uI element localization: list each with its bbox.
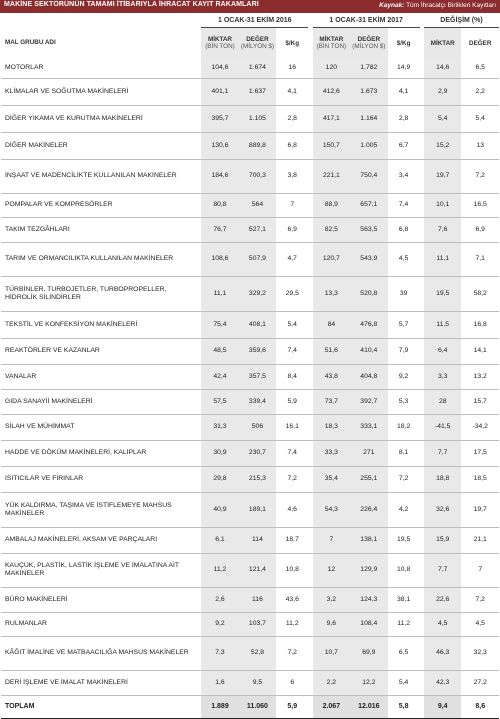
- cell-deger-2017: 410,4: [350, 338, 387, 364]
- cell-change-deger: 15,7: [461, 389, 499, 414]
- table-row: [1, 193, 499, 217]
- cell-miktar-2017: 13,3: [313, 276, 350, 311]
- cell-perkg-2016: 4,1: [276, 78, 308, 105]
- cell-miktar-2016: 184,6: [201, 159, 238, 193]
- row-label: VANALAR: [1, 364, 201, 389]
- cell-change-miktar: 32,6: [424, 492, 461, 527]
- cell-perkg-2017: 8,1: [388, 440, 420, 466]
- row-label: ISITICILAR VE FIRINLAR: [1, 466, 201, 492]
- cell-miktar-2017: 3,2: [313, 587, 350, 612]
- row-label: REAKTÖRLER VE KAZANLAR: [1, 338, 201, 364]
- cell-change-deger: 4,5: [461, 612, 499, 636]
- table-row: [1, 159, 499, 193]
- table-row: [1, 217, 499, 242]
- row-label: KÂĞIT İMALİNE VE MATBAACILIĞA MAHSUS MAKİNELER: [1, 636, 201, 670]
- cell-perkg-2017: 7,9: [388, 338, 420, 364]
- cell-change-deger: 13: [461, 132, 499, 159]
- cell-miktar-2017: 12: [313, 553, 350, 587]
- total-label: TOPLAM: [1, 695, 201, 718]
- cell-deger-2016: 357,5: [239, 364, 276, 389]
- source-note: [379, 2, 496, 9]
- cell-deger-2016: 114: [239, 527, 276, 553]
- cell-miktar-2016: 30,9: [201, 440, 238, 466]
- table-row: [1, 105, 499, 132]
- cell-change-miktar: 3,3: [424, 364, 461, 389]
- cell-change-miktar: 7,7: [424, 553, 461, 587]
- cell-perkg-2017: 18,2: [388, 414, 420, 440]
- cell-perkg-2016: 3,8: [276, 159, 308, 193]
- table-row: [1, 276, 499, 311]
- group-blank: [1, 14, 201, 28]
- cell-deger-2017: 271: [350, 440, 387, 466]
- cell-miktar-2016: 2,6: [201, 587, 238, 612]
- table-row: [1, 364, 499, 389]
- cell-miktar-2016: 76,7: [201, 217, 238, 242]
- cell-miktar-2016: 11,2: [201, 553, 238, 587]
- col-header-miktar-2017: [313, 28, 350, 59]
- total-deger-2017: 12.016: [350, 695, 387, 718]
- cell-deger-2017: 138,1: [350, 527, 387, 553]
- total-perkg-2017: 5,8: [388, 695, 420, 718]
- col-header-miktar-unit: (BİN TON): [316, 43, 347, 50]
- cell-miktar-2017: 43,8: [313, 364, 350, 389]
- col-header-change-deger: DEĞER: [469, 39, 492, 47]
- cell-miktar-2016: 11,1: [201, 276, 238, 311]
- total-change-deger: 8,6: [461, 695, 499, 718]
- cell-miktar-2016: 31,3: [201, 414, 238, 440]
- cell-miktar-2016: 57,5: [201, 389, 238, 414]
- cell-miktar-2016: 1,6: [201, 670, 238, 695]
- cell-miktar-2017: 33,3: [313, 440, 350, 466]
- cell-perkg-2016: 5,4: [276, 311, 308, 338]
- cell-miktar-2017: 18,3: [313, 414, 350, 440]
- cell-change-deger: 14,1: [461, 338, 499, 364]
- table-row: [1, 440, 499, 466]
- cell-perkg-2016: 43,6: [276, 587, 308, 612]
- row-label: TAKIM TEZGÂHLARI: [1, 217, 201, 242]
- cell-miktar-2016: 7,3: [201, 636, 238, 670]
- col-header-miktar-unit: (BİN TON): [205, 43, 235, 50]
- cell-deger-2016: 889,8: [239, 132, 276, 159]
- cell-perkg-2016: 10,8: [276, 553, 308, 587]
- row-label: MOTORLAR: [1, 58, 201, 78]
- cell-change-deger: 16,5: [461, 193, 499, 217]
- total-deger-2016: 11.060: [239, 695, 276, 718]
- cell-deger-2016: 189,1: [239, 492, 276, 527]
- cell-miktar-2017: 9,6: [313, 612, 350, 636]
- table-row: [1, 132, 499, 159]
- cell-change-deger: 6,9: [461, 217, 499, 242]
- table-row: [1, 414, 499, 440]
- cell-miktar-2017: 88,9: [313, 193, 350, 217]
- cell-deger-2017: 1.782: [350, 58, 387, 78]
- cell-change-miktar: 6,4: [424, 338, 461, 364]
- cell-perkg-2017: 2,8: [388, 105, 420, 132]
- row-label: KLİMALAR VE SOĞUTMA MAKİNELERİ: [1, 78, 201, 105]
- total-change-miktar: 9,4: [424, 695, 461, 718]
- row-label: DİĞER MAKİNELER: [1, 132, 201, 159]
- cell-miktar-2016: 29,8: [201, 466, 238, 492]
- row-label: DİĞER YIKAMA VE KURUTMA MAKİNELERİ: [1, 105, 201, 132]
- cell-deger-2017: 255,1: [350, 466, 387, 492]
- table-row: [1, 636, 499, 670]
- cell-change-miktar: 15,9: [424, 527, 461, 553]
- col-header-deger-2017: [350, 28, 387, 59]
- cell-perkg-2016: 5,9: [276, 389, 308, 414]
- cell-perkg-2017: 7,2: [388, 466, 420, 492]
- row-label: TÜRBİNLER, TURBOJETLER, TURBOPROPELLER, HİDROLİK SİLİNDİRLER: [1, 276, 201, 311]
- cell-perkg-2016: 18,7: [276, 527, 308, 553]
- cell-perkg-2017: 6,5: [388, 636, 420, 670]
- cell-perkg-2017: 4,5: [388, 242, 420, 276]
- cell-change-deger: 17,5: [461, 440, 499, 466]
- cell-perkg-2017: 6,7: [388, 132, 420, 159]
- table-row: [1, 58, 499, 78]
- table-row: [1, 78, 499, 105]
- cell-deger-2017: 129,9: [350, 553, 387, 587]
- cell-miktar-2017: 120: [313, 58, 350, 78]
- col-header-deger-label: DEĞER: [357, 36, 381, 43]
- col-header-name: MAL GRUBU ADI: [5, 39, 56, 47]
- table-title: MAKİNE SEKTÖRÜNÜN TAMAMI İTİBARIYLA İHRACAT KAYIT RAKAMLARI: [4, 1, 259, 8]
- cell-change-miktar: 11,1: [424, 242, 461, 276]
- cell-change-miktar: 7,6: [424, 217, 461, 242]
- cell-perkg-2017: 6,8: [388, 217, 420, 242]
- table-row: [1, 338, 499, 364]
- table-row: [1, 492, 499, 527]
- col-header-deger-unit: (MİLYON $): [240, 43, 274, 50]
- export-table: [1, 14, 499, 719]
- cell-miktar-2016: 108,6: [201, 242, 238, 276]
- cell-miktar-2017: 7: [313, 527, 350, 553]
- col-header-deger-label: DEĞER: [246, 36, 269, 43]
- total-row: [1, 695, 499, 718]
- cell-deger-2016: 121,4: [239, 553, 276, 587]
- col-header-perkg-2016: $/Kg: [285, 39, 300, 47]
- cell-change-deger: 7,2: [461, 159, 499, 193]
- col-header-miktar-2016: [201, 28, 238, 59]
- cell-change-deger: 27,2: [461, 670, 499, 695]
- cell-change-miktar: 19,7: [424, 159, 461, 193]
- cell-change-miktar: 5,4: [424, 105, 461, 132]
- cell-deger-2017: 520,8: [350, 276, 387, 311]
- cell-deger-2017: 750,4: [350, 159, 387, 193]
- row-label: AMBALAJ MAKİNELERİ, AKSAM VE PARÇALARI: [1, 527, 201, 553]
- cell-miktar-2017: 54,3: [313, 492, 350, 527]
- col-header-miktar-label: MİKTAR: [319, 36, 344, 43]
- cell-perkg-2017: 4,2: [388, 492, 420, 527]
- cell-deger-2017: 392,7: [350, 389, 387, 414]
- cell-miktar-2017: 120,7: [313, 242, 350, 276]
- cell-deger-2016: 9,5: [239, 670, 276, 695]
- cell-change-deger: 6,5: [461, 58, 499, 78]
- column-header-row: [1, 28, 499, 59]
- cell-perkg-2016: 7,4: [276, 338, 308, 364]
- group-2017: 1 OCAK-31 EKİM 2017: [313, 14, 420, 28]
- group-change: DEĞİŞİM (%): [424, 14, 499, 28]
- cell-miktar-2016: 75,4: [201, 311, 238, 338]
- cell-deger-2017: 124,3: [350, 587, 387, 612]
- cell-miktar-2016: 130,6: [201, 132, 238, 159]
- row-label: TEKSTİL VE KONFEKSİYON MAKİNELERİ: [1, 311, 201, 338]
- group-2016: 1 OCAK-31 EKİM 2016: [201, 14, 308, 28]
- cell-deger-2016: 215,3: [239, 466, 276, 492]
- cell-perkg-2017: 10,8: [388, 553, 420, 587]
- cell-perkg-2016: 6,9: [276, 217, 308, 242]
- col-header-miktar-label: MİKTAR: [207, 36, 232, 43]
- cell-change-miktar: 19,5: [424, 276, 461, 311]
- table-row: [1, 389, 499, 414]
- cell-perkg-2017: 4,1: [388, 78, 420, 105]
- cell-miktar-2017: 35,4: [313, 466, 350, 492]
- cell-perkg-2016: 4,6: [276, 492, 308, 527]
- col-header-deger-unit: (MİLYON $): [352, 43, 386, 50]
- table-row: [1, 242, 499, 276]
- cell-deger-2017: 1.673: [350, 78, 387, 105]
- cell-perkg-2016: 4,7: [276, 242, 308, 276]
- table-row: [1, 466, 499, 492]
- cell-perkg-2016: 16,1: [276, 414, 308, 440]
- cell-deger-2017: 226,4: [350, 492, 387, 527]
- cell-perkg-2017: 9,2: [388, 364, 420, 389]
- row-label: RULMANLAR: [1, 612, 201, 636]
- cell-perkg-2016: 7,2: [276, 636, 308, 670]
- table-row: [1, 612, 499, 636]
- cell-deger-2016: 564: [239, 193, 276, 217]
- cell-perkg-2017: 3,4: [388, 159, 420, 193]
- cell-deger-2016: 359,6: [239, 338, 276, 364]
- cell-perkg-2017: 14,9: [388, 58, 420, 78]
- cell-miktar-2016: 104,6: [201, 58, 238, 78]
- cell-miktar-2016: 80,8: [201, 193, 238, 217]
- cell-deger-2016: 329,2: [239, 276, 276, 311]
- cell-deger-2016: 408,1: [239, 311, 276, 338]
- column-group-row: [1, 14, 499, 28]
- cell-deger-2016: 1.637: [239, 78, 276, 105]
- cell-change-deger: 13,2: [461, 364, 499, 389]
- cell-miktar-2016: 48,5: [201, 338, 238, 364]
- cell-miktar-2016: 9,2: [201, 612, 238, 636]
- cell-perkg-2017: 5,4: [388, 670, 420, 695]
- cell-change-miktar: 10,1: [424, 193, 461, 217]
- cell-deger-2017: 12,2: [350, 670, 387, 695]
- total-perkg-2016: 5,9: [276, 695, 308, 718]
- row-label: GIDA SANAYİİ MAKİNELERİ: [1, 389, 201, 414]
- cell-miktar-2017: 150,7: [313, 132, 350, 159]
- col-header-change-miktar: MİKTAR: [424, 28, 461, 59]
- cell-miktar-2016: 6,1: [201, 527, 238, 553]
- cell-perkg-2016: 7,2: [276, 466, 308, 492]
- cell-perkg-2017: 5,7: [388, 311, 420, 338]
- cell-deger-2016: 103,7: [239, 612, 276, 636]
- cell-change-deger: 7,1: [461, 242, 499, 276]
- cell-deger-2016: 1.674: [239, 58, 276, 78]
- cell-deger-2017: 563,5: [350, 217, 387, 242]
- cell-perkg-2017: 19,5: [388, 527, 420, 553]
- cell-deger-2016: 52,8: [239, 636, 276, 670]
- cell-deger-2016: 527,1: [239, 217, 276, 242]
- cell-change-deger: 21,1: [461, 527, 499, 553]
- source-label: Kaynak:: [379, 2, 405, 9]
- table-row: [1, 670, 499, 695]
- cell-deger-2017: 543,9: [350, 242, 387, 276]
- cell-change-deger: 7: [461, 553, 499, 587]
- cell-perkg-2017: 38,1: [388, 587, 420, 612]
- cell-deger-2016: 116: [239, 587, 276, 612]
- cell-deger-2017: 404,8: [350, 364, 387, 389]
- cell-perkg-2016: 6,8: [276, 132, 308, 159]
- cell-perkg-2016: 11,2: [276, 612, 308, 636]
- cell-perkg-2016: 2,8: [276, 105, 308, 132]
- cell-change-deger: 32,3: [461, 636, 499, 670]
- cell-perkg-2016: 8,4: [276, 364, 308, 389]
- cell-change-deger: 2,2: [461, 78, 499, 105]
- row-label: YÜK KALDIRMA, TAŞIMA VE İSTİFLEMEYE MAHSUS MAKİNELER: [1, 492, 201, 527]
- table-row: [1, 587, 499, 612]
- cell-perkg-2017: 7,4: [388, 193, 420, 217]
- cell-deger-2017: 108,4: [350, 612, 387, 636]
- cell-change-miktar: 14,6: [424, 58, 461, 78]
- row-label: KAUÇUK, PLASTİK, LASTİK İŞLEME VE İMALATINA AİT MAKİNELER: [1, 553, 201, 587]
- cell-miktar-2017: 221,1: [313, 159, 350, 193]
- col-header-perkg-2017: $/Kg: [396, 39, 411, 47]
- cell-miktar-2016: 40,9: [201, 492, 238, 527]
- cell-miktar-2017: 10,7: [313, 636, 350, 670]
- cell-deger-2017: 333,1: [350, 414, 387, 440]
- cell-deger-2016: 1.105: [239, 105, 276, 132]
- cell-change-miktar: 46,3: [424, 636, 461, 670]
- row-label: TARIM VE ORMANCILIKTA KULLANILAN MAKİNELER: [1, 242, 201, 276]
- total-miktar-2016: 1.889: [201, 695, 238, 718]
- cell-deger-2017: 476,8: [350, 311, 387, 338]
- cell-perkg-2017: 5,3: [388, 389, 420, 414]
- source-text: Tüm İhracatçı Birlikleri Kayıtları: [406, 2, 496, 9]
- total-miktar-2017: 2.067: [313, 695, 350, 718]
- cell-perkg-2016: 29,5: [276, 276, 308, 311]
- cell-deger-2017: 1.164: [350, 105, 387, 132]
- cell-change-deger: 7,2: [461, 587, 499, 612]
- cell-deger-2016: 339,4: [239, 389, 276, 414]
- cell-deger-2017: 657,1: [350, 193, 387, 217]
- cell-change-miktar: 4,5: [424, 612, 461, 636]
- cell-miktar-2016: 395,7: [201, 105, 238, 132]
- cell-deger-2017: 1.005: [350, 132, 387, 159]
- table-row: [1, 553, 499, 587]
- cell-deger-2016: 507,9: [239, 242, 276, 276]
- cell-perkg-2016: 16: [276, 58, 308, 78]
- cell-deger-2017: 69,9: [350, 636, 387, 670]
- cell-perkg-2017: 39: [388, 276, 420, 311]
- cell-miktar-2017: 73,7: [313, 389, 350, 414]
- row-label: DERİ İŞLEME VE İMALAT MAKİNELERİ: [1, 670, 201, 695]
- cell-deger-2016: 700,3: [239, 159, 276, 193]
- cell-change-miktar: 42,3: [424, 670, 461, 695]
- cell-change-deger: 16,8: [461, 311, 499, 338]
- table-row: [1, 527, 499, 553]
- row-label: HADDE VE DÖKÜM MAKİNELERİ, KALIPLAR: [1, 440, 201, 466]
- cell-change-deger: 18,5: [461, 466, 499, 492]
- cell-miktar-2017: 412,6: [313, 78, 350, 105]
- cell-change-deger: 58,2: [461, 276, 499, 311]
- table-row: [1, 311, 499, 338]
- row-label: SİLAH VE MÜHİMMAT: [1, 414, 201, 440]
- cell-perkg-2016: 6: [276, 670, 308, 695]
- cell-change-miktar: 28: [424, 389, 461, 414]
- cell-change-deger: 5,4: [461, 105, 499, 132]
- cell-miktar-2017: 417,1: [313, 105, 350, 132]
- cell-change-miktar: 2,9: [424, 78, 461, 105]
- cell-deger-2016: 230,7: [239, 440, 276, 466]
- row-label: POMPALAR VE KOMPRESÖRLER: [1, 193, 201, 217]
- cell-miktar-2017: 51,6: [313, 338, 350, 364]
- cell-change-deger: 19,7: [461, 492, 499, 527]
- cell-change-miktar: -41,5: [424, 414, 461, 440]
- cell-perkg-2016: 7: [276, 193, 308, 217]
- col-header-deger-2016: [239, 28, 276, 59]
- cell-change-miktar: 7,7: [424, 440, 461, 466]
- row-label: BÜRO MAKİNELERİ: [1, 587, 201, 612]
- cell-perkg-2017: 11,2: [388, 612, 420, 636]
- cell-miktar-2017: 84: [313, 311, 350, 338]
- cell-change-miktar: 15,2: [424, 132, 461, 159]
- cell-change-miktar: 18,8: [424, 466, 461, 492]
- cell-change-miktar: 11,5: [424, 311, 461, 338]
- table-title-bar: [0, 0, 500, 13]
- cell-perkg-2016: 7,4: [276, 440, 308, 466]
- cell-miktar-2017: 82,5: [313, 217, 350, 242]
- cell-miktar-2016: 42,4: [201, 364, 238, 389]
- cell-miktar-2016: 401,1: [201, 78, 238, 105]
- cell-change-deger: -34,2: [461, 414, 499, 440]
- cell-change-miktar: 22,6: [424, 587, 461, 612]
- row-label: İNŞAAT VE MADENCİLİKTE KULLANILAN MAKİNELER: [1, 159, 201, 193]
- cell-deger-2016: 506: [239, 414, 276, 440]
- cell-miktar-2017: 2,2: [313, 670, 350, 695]
